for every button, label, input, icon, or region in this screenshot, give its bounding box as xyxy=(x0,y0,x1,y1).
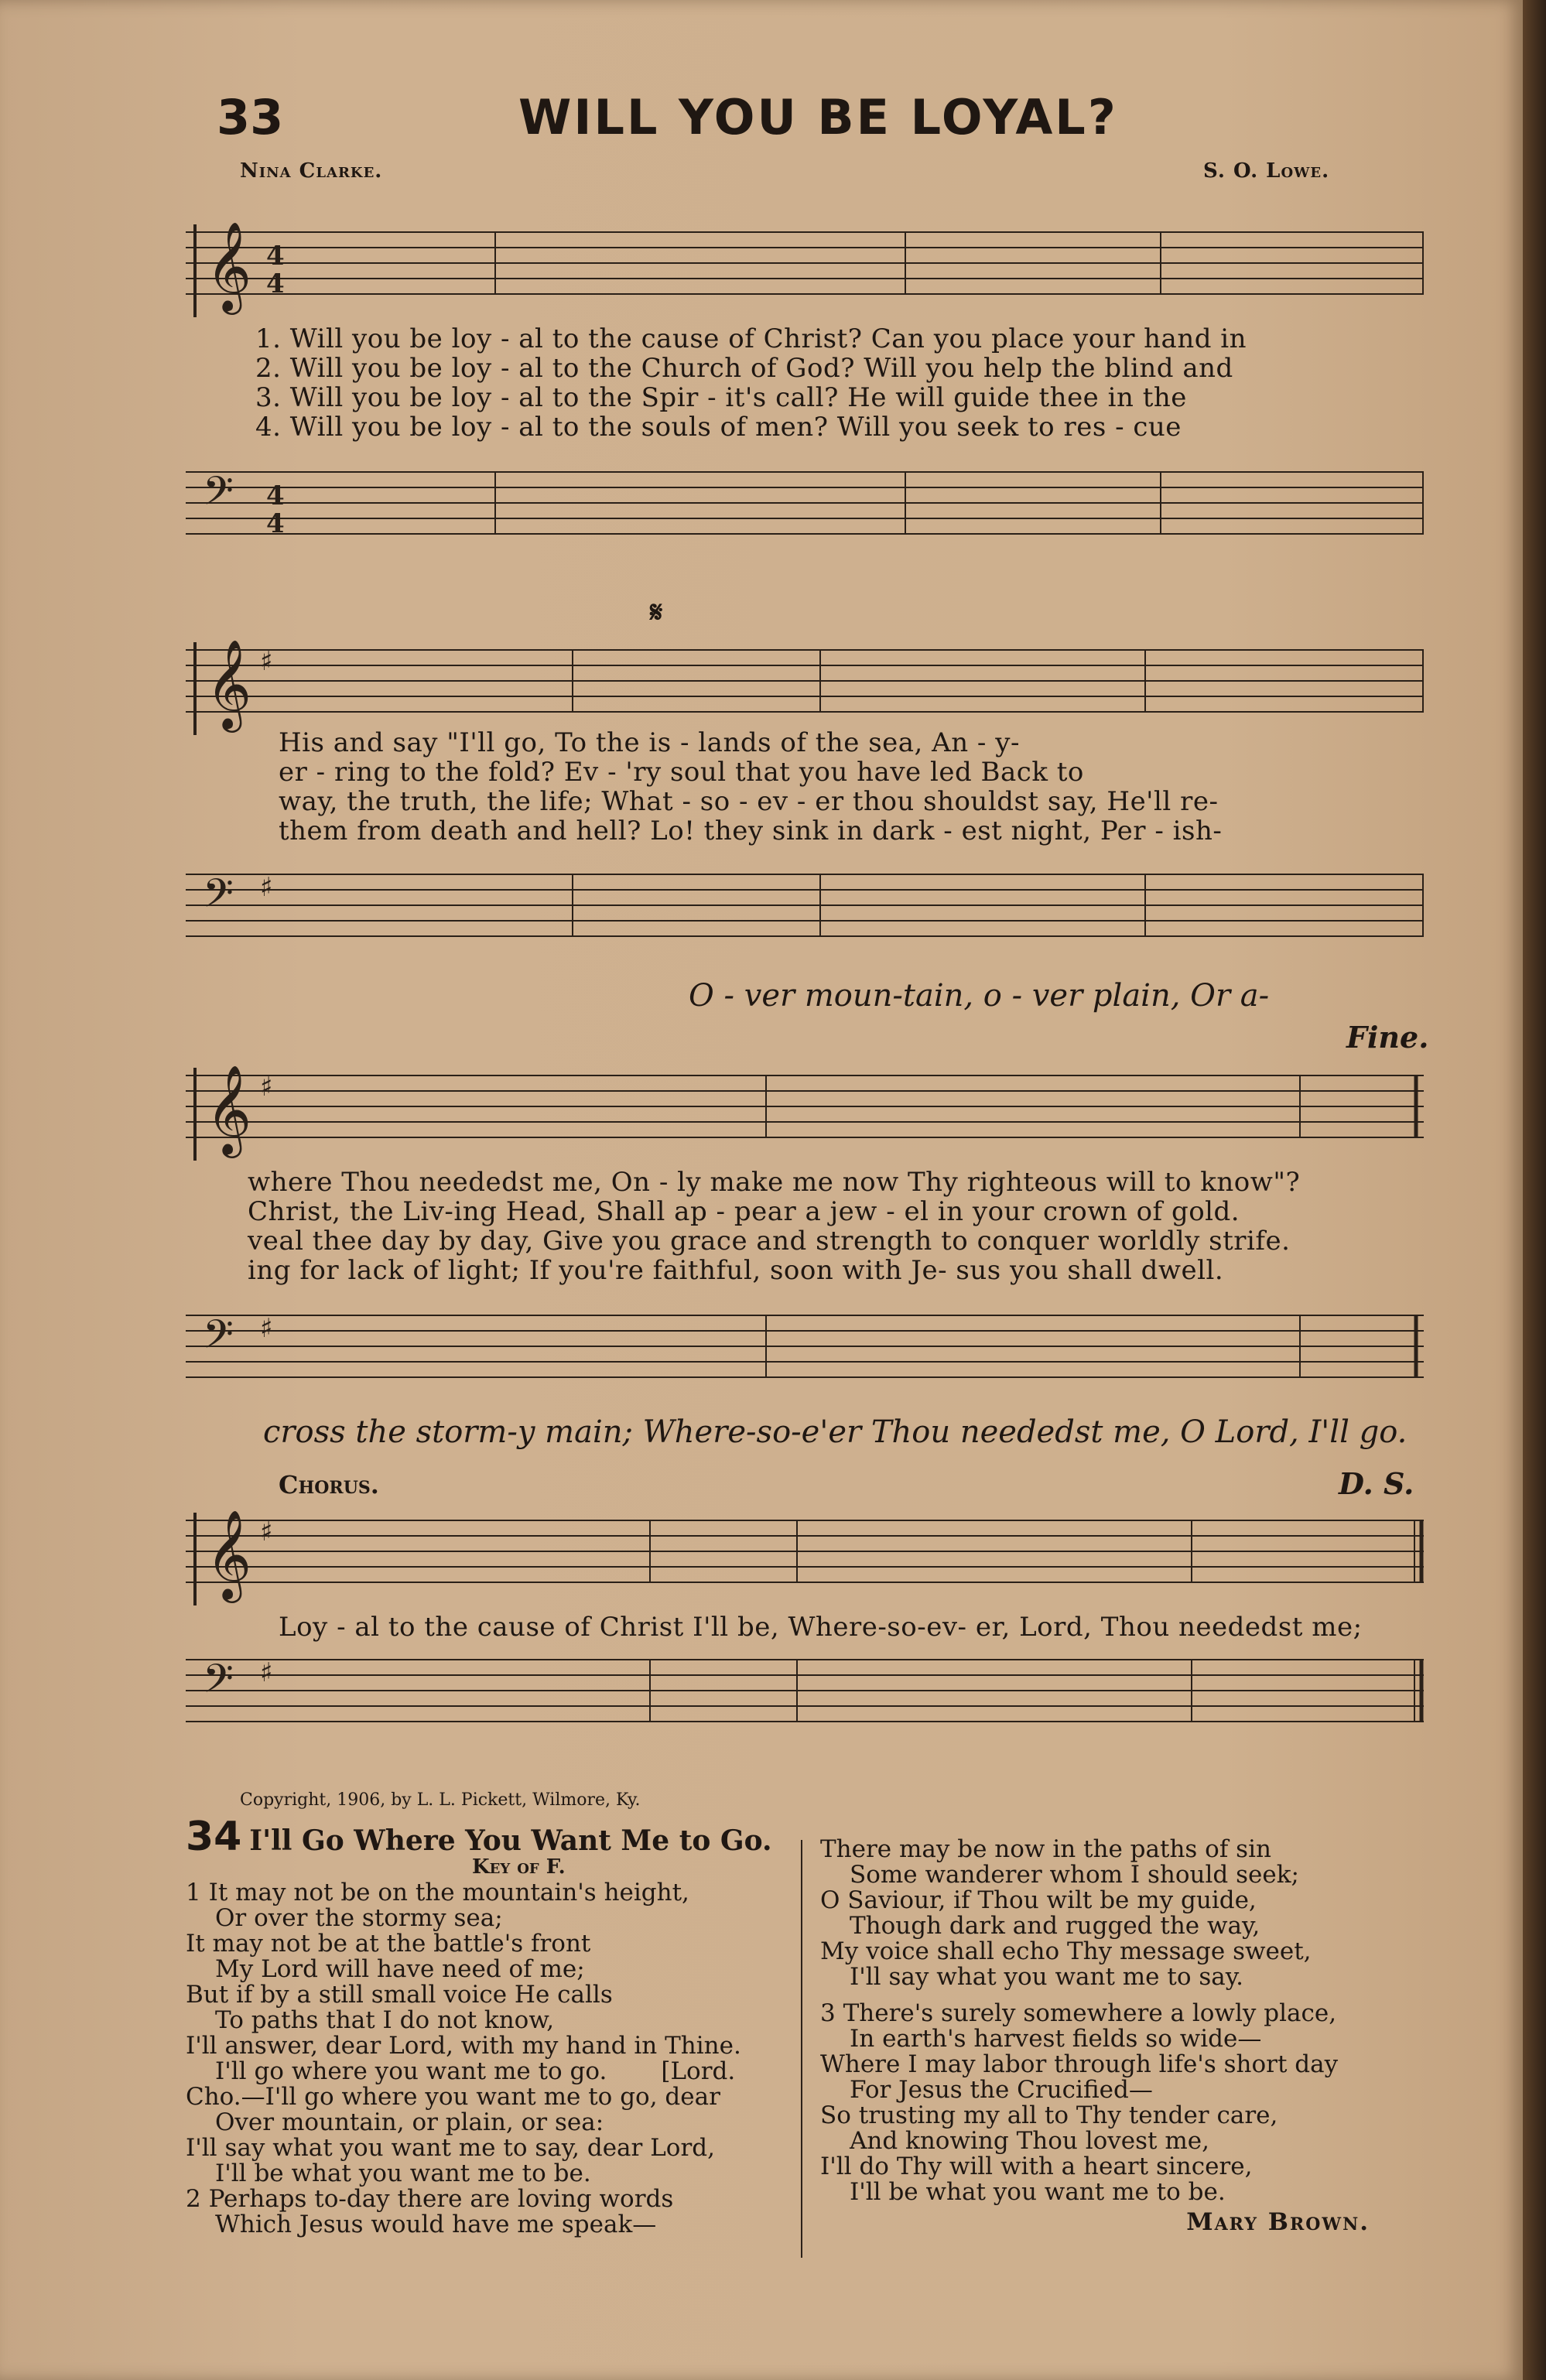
stanza-line: My voice shall echo Thy message sweet, xyxy=(820,1937,1312,1965)
stanza-line: 2 Perhaps to-day there are loving words xyxy=(186,2185,674,2213)
stanza-line: For Jesus the Crucified— xyxy=(850,2076,1153,2104)
treble-staff-lines xyxy=(186,1052,1424,1161)
stanza-line: Which Jesus would have me speak— xyxy=(215,2211,657,2238)
svg-text:𝄞: 𝄞 xyxy=(206,221,252,311)
svg-text:𝄢: 𝄢 xyxy=(203,1655,234,1711)
dal-segno-marker: D. S. xyxy=(1339,1466,1414,1501)
svg-text:♯: ♯ xyxy=(260,1657,273,1688)
music-system-4 xyxy=(186,1466,1424,1776)
treble-staff-lines xyxy=(186,209,1424,317)
chorus-label: Chorus. xyxy=(279,1470,379,1499)
page-number: 33 xyxy=(217,89,284,145)
music-system-2 xyxy=(186,596,1424,1029)
svg-text:♯: ♯ xyxy=(260,1313,273,1344)
hymn-34-number: 34 xyxy=(186,1814,242,1860)
page-header xyxy=(217,85,1424,155)
stanza-line: I'll say what you want me to say. xyxy=(850,1963,1244,1991)
column-divider xyxy=(801,1840,802,2258)
hymn-34-left-column xyxy=(186,1814,789,2238)
verse-line-4: them from death and hell? Lo! they sink in dark - est night, Per - ish- xyxy=(279,816,1223,846)
song-title: WILL YOU BE LOYAL? xyxy=(518,89,1118,145)
svg-text:4: 4 xyxy=(266,508,285,539)
verse-line-4: ing for lack of light; If you're faithful, soon with Je- sus you shall dwell. xyxy=(248,1255,1224,1286)
composer-credit: S. O. Lowe. xyxy=(1203,159,1330,183)
verse-line-1: 1. Will you be loy - al to the cause of Christ? Can you place your hand in xyxy=(255,323,1247,354)
hymn-34-signature: Mary Brown. xyxy=(1186,2208,1370,2236)
svg-text:♯: ♯ xyxy=(260,1517,273,1547)
hymn-34-right-column xyxy=(820,1837,1377,2235)
hymn-34-title: I'll Go Where You Want Me to Go. xyxy=(249,1824,772,1857)
stanza-line: In earth's harvest fields so wide— xyxy=(850,2025,1262,2053)
treble-staff xyxy=(186,1497,1424,1599)
book-spine xyxy=(1523,0,1546,2380)
bass-staff-lines xyxy=(186,1292,1424,1400)
verse-line-4: 4. Will you be loy - al to the souls of men? Will you seek to res - cue xyxy=(255,412,1182,443)
refrain-line: O - ver moun-tain, o - ver plain, Or a- xyxy=(689,978,1270,1014)
stanza-line: It may not be at the battle's front xyxy=(186,1930,591,1958)
stanza-line: Where I may labor through life's short day xyxy=(820,2050,1339,2078)
copyright-notice: Copyright, 1906, by L. L. Pickett, Wilmore, Ky. xyxy=(240,1790,641,1810)
stanza-line: 1 It may not be on the mountain's height, xyxy=(186,1879,689,1906)
fine-marker: Fine. xyxy=(1346,1020,1429,1055)
svg-text:𝄢: 𝄢 xyxy=(203,870,234,926)
refrain-line: cross the storm-y main; Where-so-e'er Thou neededst me, O Lord, I'll go. xyxy=(263,1414,1407,1450)
verse-line-2: 2. Will you be loy - al to the Church of God? Will you help the blind and xyxy=(255,353,1233,384)
verse-line-3: way, the truth, the life; What - so - ev - er thou shouldst say, He'll re- xyxy=(279,786,1219,817)
svg-text:𝄞: 𝄞 xyxy=(206,1064,252,1154)
stanza-line: So trusting my all to Thy tender care, xyxy=(820,2101,1278,2129)
verse-line-3: 3. Will you be loy - al to the Spir - it's call? He will guide thee in the xyxy=(255,382,1187,413)
lord-overflow: [Lord. xyxy=(661,2057,736,2085)
bass-staff-lines xyxy=(186,851,1424,959)
segno-sign: 𝄋 xyxy=(650,594,663,629)
treble-staff xyxy=(186,209,1424,311)
bass-staff xyxy=(186,851,1424,925)
bass-staff-lines xyxy=(186,449,1424,557)
verse-line-1: where Thou neededst me, On - ly make me now Thy righteous will to know"? xyxy=(248,1167,1301,1198)
stanza-line xyxy=(186,2059,789,2084)
music-system-3 xyxy=(186,1014,1429,1462)
svg-text:4: 4 xyxy=(266,268,285,299)
stanza-line: I'll answer, dear Lord, with my hand in Thine. xyxy=(186,2032,741,2060)
music-system-1 xyxy=(186,193,1424,596)
chorus-line: Over mountain, or plain, or sea: xyxy=(215,2108,604,2136)
stanza-line: And knowing Thou lovest me, xyxy=(850,2127,1209,2155)
hymn-34-key: Key of F. xyxy=(472,1855,566,1879)
stanza-line: Some wanderer whom I should seek; xyxy=(850,1861,1299,1889)
svg-text:𝄢: 𝄢 xyxy=(203,1311,234,1367)
treble-staff xyxy=(186,1052,1424,1154)
stanza-line: 3 There's surely somewhere a lowly place, xyxy=(820,1999,1337,2027)
treble-staff xyxy=(186,627,1424,729)
stanza-line: I'll be what you want me to be. xyxy=(850,2178,1226,2206)
stanza-line: But if by a still small voice He calls xyxy=(186,1981,613,2009)
chorus-line: I'll be what you want me to be. xyxy=(215,2159,591,2187)
stanza-line: My Lord will have need of me; xyxy=(215,1955,585,1983)
svg-text:𝄢: 𝄢 xyxy=(203,467,234,524)
bass-staff-lines xyxy=(186,1636,1424,1745)
svg-text:♯: ♯ xyxy=(260,872,273,903)
svg-text:𝄞: 𝄞 xyxy=(206,1509,252,1599)
verse-line-2: Christ, the Liv-ing Head, Shall ap - pear a jew - el in your crown of gold. xyxy=(248,1196,1240,1227)
stanza-line: Though dark and rugged the way, xyxy=(850,1912,1260,1940)
treble-staff-lines xyxy=(186,627,1424,735)
chorus-lyrics: Loy - al to the cause of Christ I'll be, Where-so-ev- er, Lord, Thou neededst me; xyxy=(279,1612,1363,1643)
stanza-line: Or over the stormy sea; xyxy=(215,1904,503,1932)
hymn-34 xyxy=(186,1814,1377,2267)
verse-line-2: er - ring to the fold? Ev - 'ry soul that you have led Back to xyxy=(279,757,1084,788)
svg-text:♯: ♯ xyxy=(260,646,273,677)
svg-text:𝄞: 𝄞 xyxy=(206,638,252,729)
stanza-line: To paths that I do not know, xyxy=(215,2006,555,2034)
verse-line-1: His and say "I'll go, To the is - lands of the sea, An - y- xyxy=(279,727,1020,758)
verse-line-3: veal thee day by day, Give you grace and strength to conquer worldly strife. xyxy=(248,1226,1291,1257)
chorus-line: Cho.—I'll go where you want me to go, dear xyxy=(186,2083,720,2111)
chorus-line: I'll say what you want me to say, dear Lord, xyxy=(186,2134,715,2162)
bass-staff xyxy=(186,449,1424,539)
svg-text:♯: ♯ xyxy=(260,1072,273,1103)
stanza-line: There may be now in the paths of sin xyxy=(820,1835,1271,1863)
stanza-line: I'll do Thy will with a heart sincere, xyxy=(820,2153,1253,2180)
svg-text:4: 4 xyxy=(266,480,285,511)
treble-staff-lines xyxy=(186,1497,1424,1605)
svg-text:4: 4 xyxy=(266,241,285,272)
stanza-line-text: I'll go where you want me to go. xyxy=(215,2057,607,2085)
bass-staff xyxy=(186,1292,1424,1366)
bass-staff xyxy=(186,1636,1424,1711)
lyricist-credit: Nina Clarke. xyxy=(240,159,383,183)
stanza-line: O Saviour, if Thou wilt be my guide, xyxy=(820,1886,1257,1914)
